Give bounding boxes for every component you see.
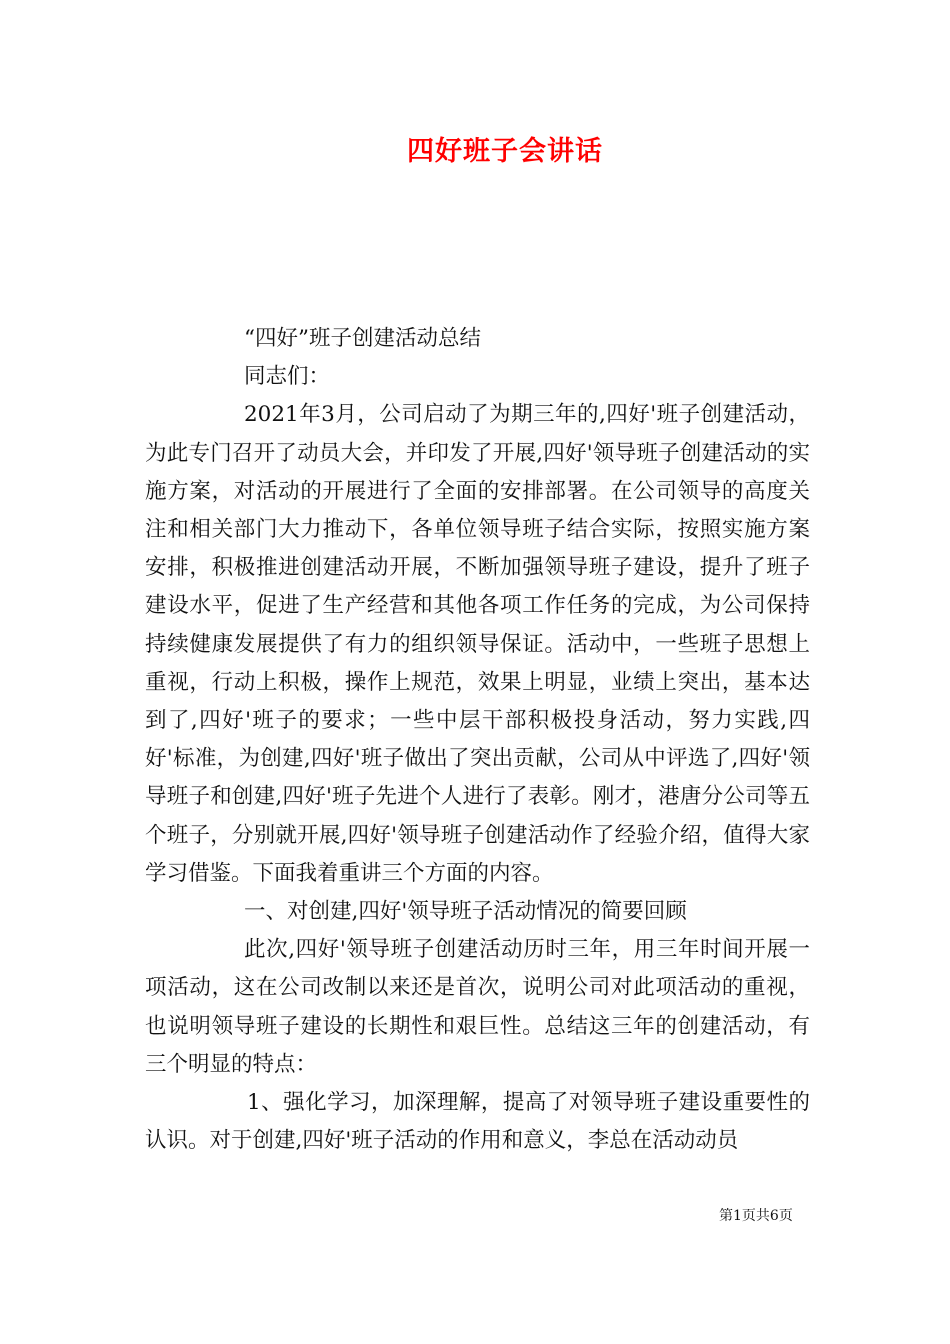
section-heading-1: 一、对创建,四好'领导班子活动情况的简要回顾 [244,899,687,925]
page-number: 第1页共6页 [719,1208,793,1224]
page-title: 四好班子会讲话 [407,136,603,167]
paragraph-intro: 2021年3月，公司启动了为期三年的,四好'班子创建活动，为此专门召开了动员大会，并印发了开展,四好'领导班子创建活动的实施方案，对活动的开展进行了全面的安排部署。在公司领导的高度关注和相关部门大力推动下，各单位领导班子结合实际，按照实施方案安排，积极推进创建活动开展，不断加强领导班子建设，提升了班子建设水平，促进了生产经营和其他各项工作任务的完成，为公司保持持续健康发展提供了有力的组织领导保证。活动中，一些班子思想上重视，行动上积极，操作上规范，效果上明显，业绩上突出，基本达到了,四好'班子的要求；一些中层干部积极投身活动，努力实践,四好'标准，为创建,四好'班子做出了突出贡献，公司从中评选了,四好'领导班子和创建,四好'班子先进个人进行了表彰。刚才，港唐分公司等五个班子，分别就开展,四好'领导班子创建活动作了经验介绍，值得大家学习借鉴。下面我着重讲三个方面的内容。 [145,402,810,886]
paragraph-review: 此次,四好'领导班子创建活动历时三年，用三年时间开展一项活动，这在公司改制以来还是首次，说明公司对此项活动的重视，也说明领导班子建设的长期性和艰巨性。总结这三年的创建活动，有三个明显的特点： [145,937,810,1077]
paragraph-point-1: 1、强化学习，加深理解，提高了对领导班子建设重要性的认识。对于创建,四好'班子活动的作用和意义，李总在活动动员 [145,1090,810,1154]
salutation: 同志们： [244,364,331,390]
document-body [145,320,810,1160]
section-heading: “四好”班子创建活动总结 [244,326,481,351]
